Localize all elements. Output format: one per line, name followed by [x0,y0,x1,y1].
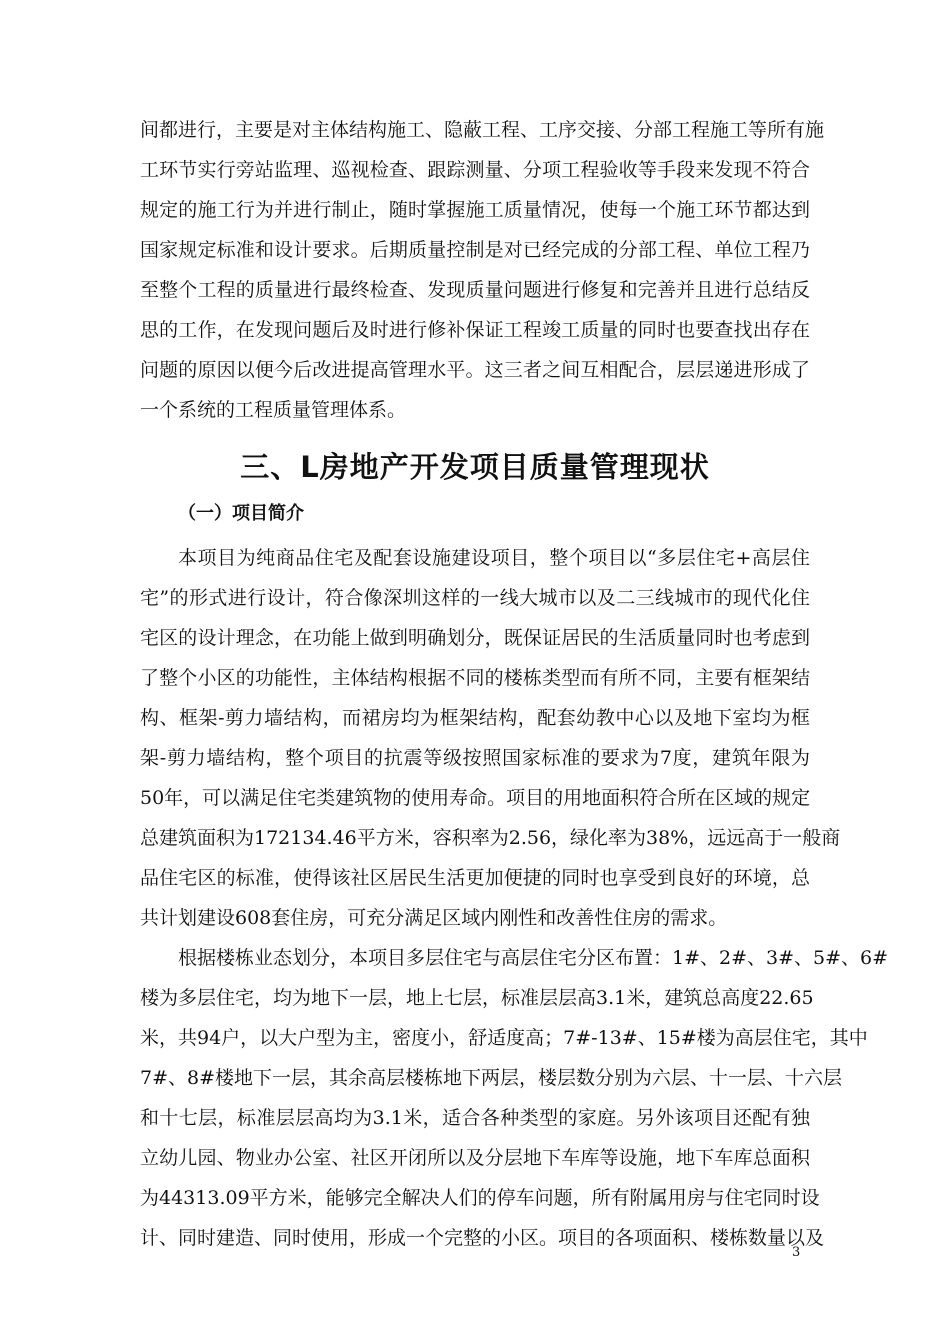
paragraph-line: 国家规定标准和设计要求。后期质量控制是对已经完成的分部工程、单位工程乃 [140,239,810,261]
paragraph-line: 思的工作，在发现问题后及时进行修补保证工程竣工质量的同时也要查找出存在 [140,319,810,341]
paragraph-line: 规定的施工行为并进行制止，随时掌握施工质量情况，使每一个施工环节都达到 [140,199,810,221]
paragraph-line: 一个系统的工程质量管理体系。 [140,399,407,421]
paragraph-line: 楼为多层住宅，均为地下一层，地上七层，标准层层高3.1米，建筑总高度22.65 [140,987,814,1009]
paragraph-line: 根据楼栋业态划分，本项目多层住宅与高层住宅分区布置：1#、2#、3#、5#、6# [178,947,889,969]
paragraph-line: 本项目为纯商品住宅及配套设施建设项目，整个项目以“多层住宅+高层住 [178,547,810,569]
paragraph-line: 总建筑面积为172134.46平方米，容积率为2.56，绿化率为38%，远远高于一般商 [140,827,841,849]
paragraph-line: 共计划建设608套住房，可充分满足区域内刚性和改善性住房的需求。 [140,907,728,929]
section-heading: 三、L房地产开发项目质量管理现状 [240,450,710,484]
paragraph-line: 计、同时建造、同时使用，形成一个完整的小区。项目的各项面积、楼栋数量以及 [140,1227,825,1249]
paragraph-line: 构、框架-剪力墙结构，而裙房均为框架结构，配套幼教中心以及地下室均为框 [140,707,810,729]
paragraph-project-intro [140,538,889,1258]
paragraph-line: 了整个小区的功能性，主体结构根据不同的楼栋类型而有所不同，主要有框架结 [140,667,810,689]
paragraph-line: 米，共94户，以大户型为主，密度小，舒适度高；7#-13#、15#楼为高层住宅，其中 [140,1027,868,1049]
subsection-heading: （一）项目简介 [178,503,304,524]
paragraph-line: 宅区的设计理念，在功能上做到明确划分，既保证居民的生活质量同时也考虑到 [140,627,810,649]
paragraph-line: 和十七层，标准层层高均为3.1米，适合各种类型的家庭。另外该项目还配有独 [140,1107,810,1129]
paragraph-line: 至整个工程的质量进行最终检查、发现质量问题进行修复和完善并且进行总结反 [140,279,810,301]
paragraph-line: 问题的原因以便今后改进提高管理水平。这三者之间互相配合，层层递进形成了 [140,359,810,381]
paragraph-line: 品住宅区的标准，使得该社区居民生活更加便捷的同时也享受到良好的环境，总 [140,867,810,889]
paragraph-line: 7#、8#楼地下一层，其余高层楼栋地下两层，楼层数分别为六层、十一层、十六层 [140,1067,843,1089]
paragraph-line: 工环节实行旁站监理、巡视检查、跟踪测量、分项工程验收等手段来发现不符合 [140,159,810,181]
paragraph-line: 间都进行，主要是对主体结构施工、隐蔽工程、工序交接、分部工程施工等所有施 [140,119,825,141]
paragraph-line: 50年，可以满足住宅类建筑物的使用寿命。项目的用地面积符合所在区域的规定 [140,787,811,809]
page-number: 3 [792,1245,801,1260]
paragraph-line: 架-剪力墙结构，整个项目的抗震等级按照国家标准的要求为7度，建筑年限为 [140,747,810,769]
paragraph-line: 为44313.09平方米，能够完全解决人们的停车问题，所有附属用房与住宅同时设 [140,1187,820,1209]
paragraph-line: 立幼儿园、物业办公室、社区开闭所以及分层地下车库等设施，地下车库总面积 [140,1147,810,1169]
paragraph-line: 宅”的形式进行设计，符合像深圳这样的一线大城市以及二三线城市的现代化住 [140,587,810,609]
paragraph-quality-control [140,110,825,430]
